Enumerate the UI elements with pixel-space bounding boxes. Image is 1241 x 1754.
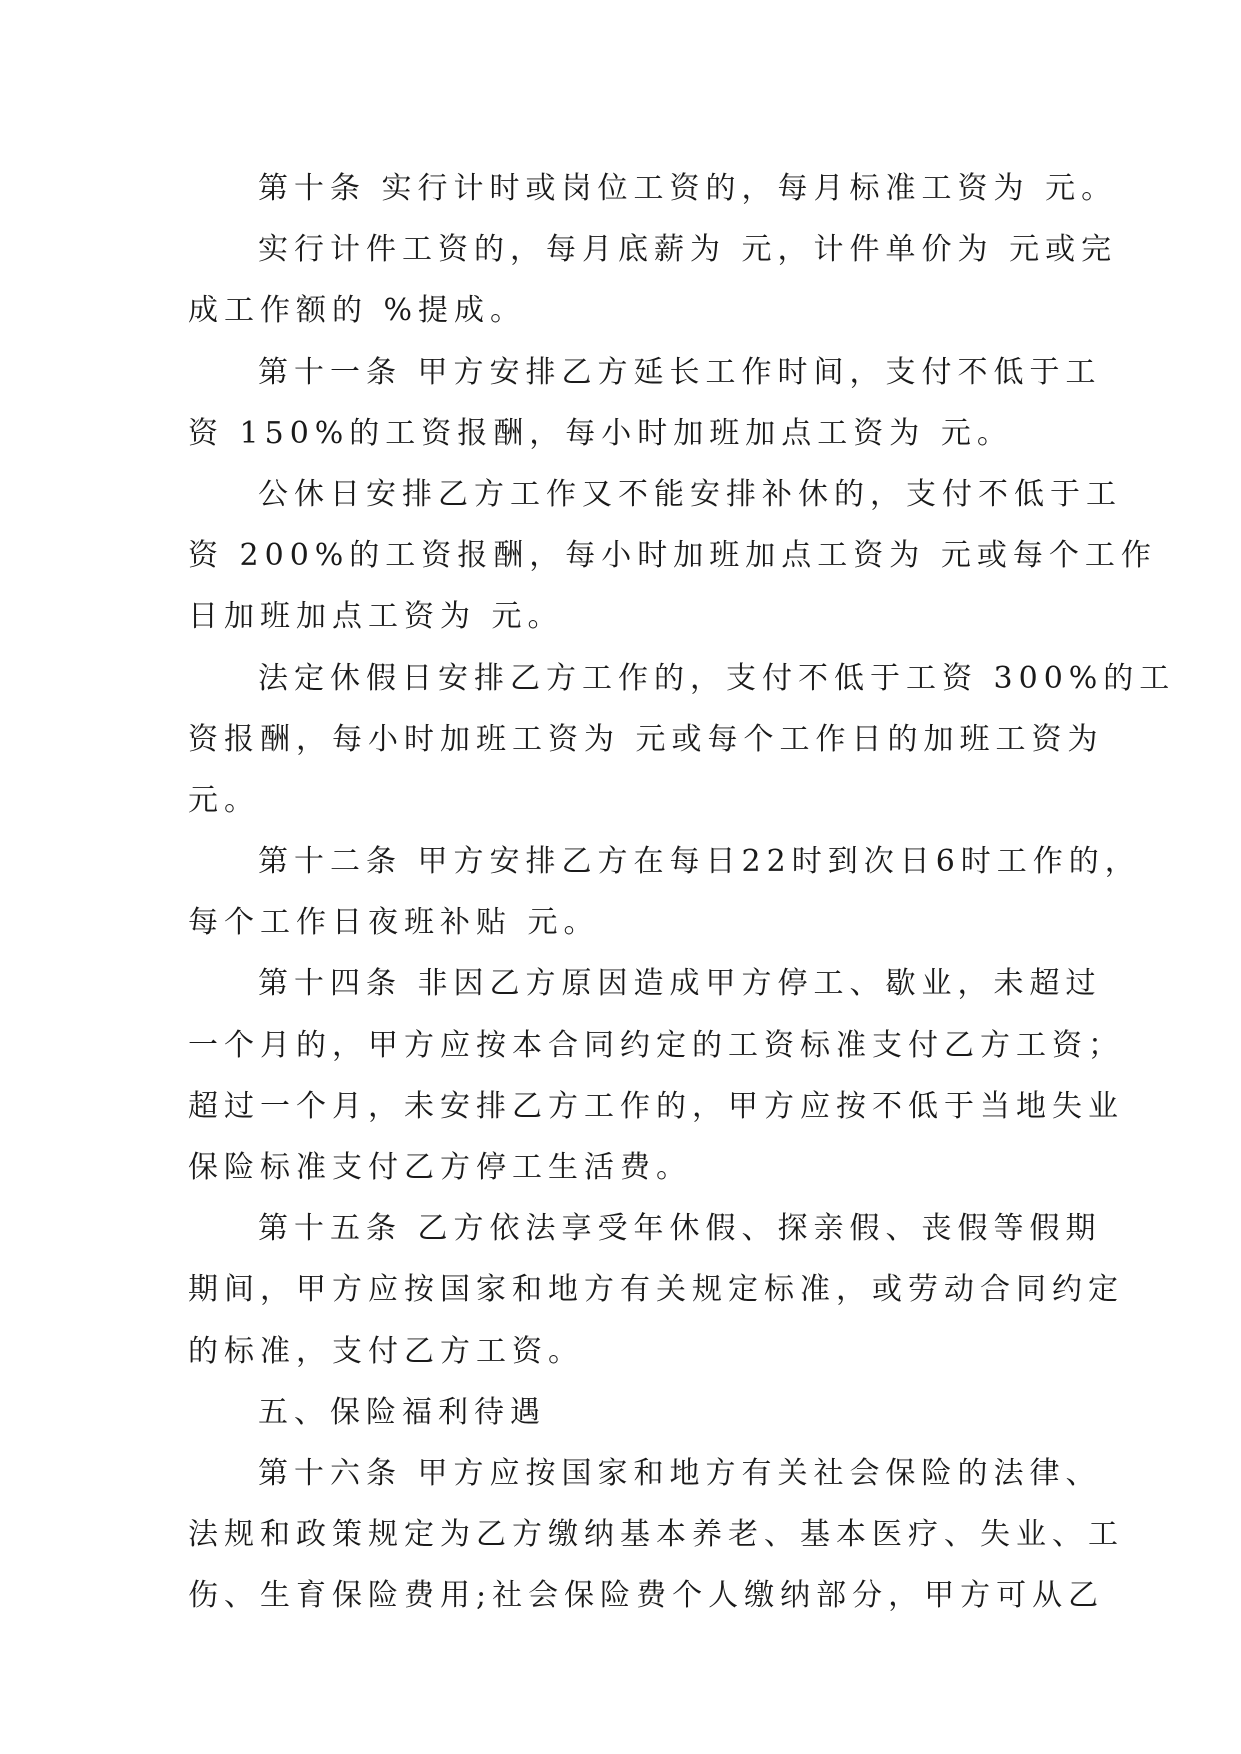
text-line: 的标准，支付乙方工资。 — [188, 1333, 584, 1369]
text-line: 第十四条 非因乙方原因造成甲方停工、歇业，未超过 — [258, 966, 1102, 1002]
text-line: 日加班加点工资为 元。 — [188, 599, 564, 635]
text-line: 保险标准支付乙方停工生活费。 — [188, 1150, 692, 1185]
document-body — [188, 158, 1176, 1627]
text-line: 一个月的，甲方应按本合同约定的工资标准支付乙方工资； — [188, 1027, 1124, 1063]
text-line: 第十六条 甲方应按国家和地方有关社会保险的法律、 — [258, 1455, 1102, 1491]
text-line: 成工作额的 %提成。 — [188, 293, 527, 329]
text-line: 实行计件工资的，每月底薪为 元，计件单价为 元或完 — [258, 232, 1118, 268]
text-line: 资 150%的工资报酬，每小时加班加点工资为 元。 — [188, 415, 1013, 451]
text-line: 第十一条 甲方安排乙方延长工作时间，支付不低于工 — [258, 354, 1102, 390]
text-line: 伤、生育保险费用;社会保险费个人缴纳部分，甲方可从乙 — [188, 1578, 1105, 1614]
text-line: 资 200%的工资报酬，每小时加班加点工资为 元或每个工作 — [188, 538, 1157, 574]
text-line: 法定休假日安排乙方工作的，支付不低于工资 300%的工 — [258, 660, 1176, 696]
text-line: 公休日安排乙方工作又不能安排补休的，支付不低于工 — [258, 476, 1122, 512]
text-line: 第十二条 甲方安排乙方在每日22时到次日6时工作的， — [258, 844, 1141, 880]
text-line: 超过一个月，未安排乙方工作的，甲方应按不低于当地失业 — [188, 1088, 1124, 1124]
text-line: 期间，甲方应按国家和地方有关规定标准，或劳动合同约定 — [188, 1272, 1124, 1308]
text-line: 每个工作日夜班补贴 元。 — [188, 905, 600, 941]
text-line: 五、保险福利待遇 — [258, 1394, 546, 1430]
text-line: 法规和政策规定为乙方缴纳基本养老、基本医疗、失业、工 — [188, 1517, 1124, 1553]
text-line: 第十五条 乙方依法享受年休假、探亲假、丧假等假期 — [258, 1211, 1102, 1247]
text-line: 第十条 实行计时或岗位工资的，每月标准工资为 元。 — [258, 171, 1118, 206]
text-line: 元。 — [188, 782, 260, 818]
text-line: 资报酬，每小时加班工资为 元或每个工作日的加班工资为 — [188, 721, 1104, 757]
